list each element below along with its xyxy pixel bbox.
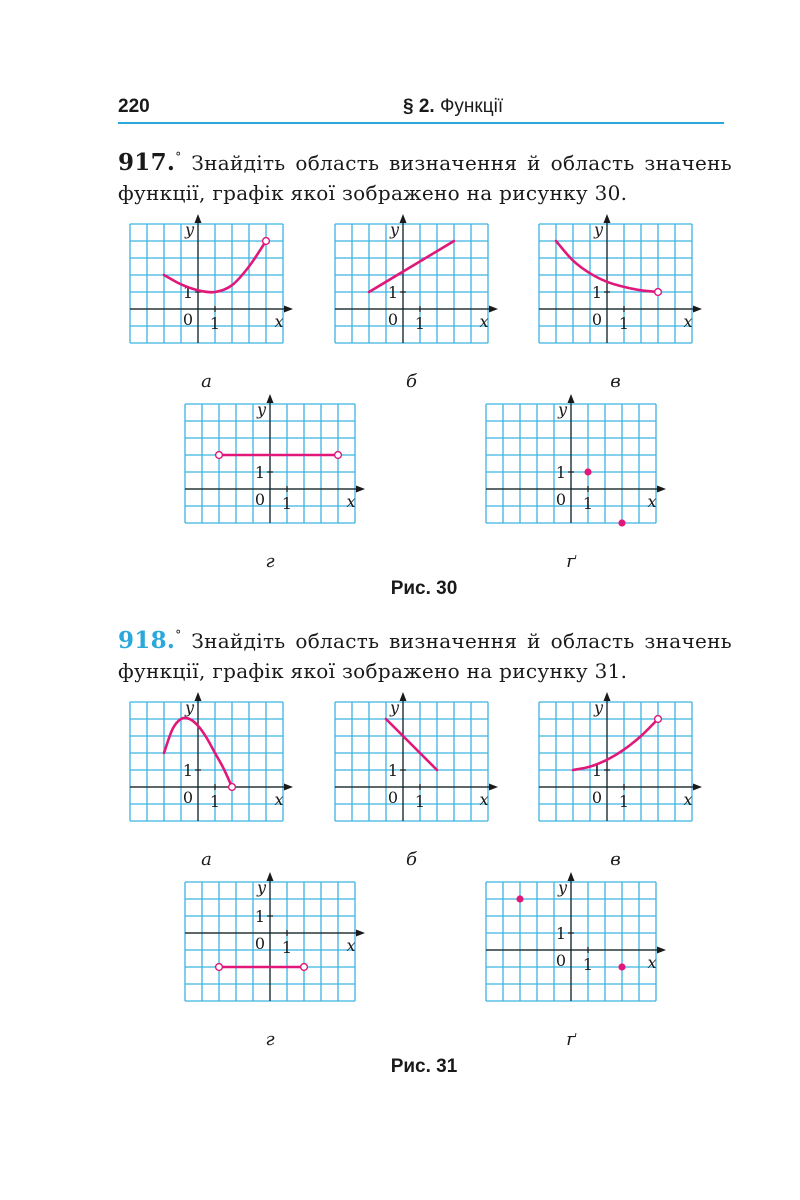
figure-30-caption: Рис. 30 bbox=[390, 578, 458, 599]
x-label: x bbox=[479, 790, 489, 809]
graph-canvas bbox=[486, 400, 657, 523]
x-one-label: 1 bbox=[618, 314, 630, 333]
graph-canvas bbox=[130, 220, 284, 343]
origin-label: 0 bbox=[591, 788, 602, 807]
y-arrow bbox=[604, 214, 611, 223]
grid bbox=[335, 702, 488, 821]
graph-30b bbox=[335, 220, 489, 392]
y-arrow bbox=[195, 692, 202, 701]
task-number: 917. bbox=[118, 149, 176, 176]
y-arrow bbox=[604, 692, 611, 701]
open-point bbox=[229, 784, 236, 791]
y-label: y bbox=[256, 400, 266, 419]
open-point bbox=[655, 289, 662, 296]
x-one-label: 1 bbox=[209, 792, 221, 811]
x-one-label: 1 bbox=[414, 314, 426, 333]
origin-label: 0 bbox=[591, 310, 602, 329]
degree-mark: ° bbox=[175, 628, 182, 642]
graph-31v bbox=[539, 698, 693, 870]
degree-mark: ° bbox=[175, 150, 182, 164]
origin-label: 0 bbox=[387, 310, 398, 329]
origin-label: 0 bbox=[387, 788, 398, 807]
grid bbox=[130, 224, 283, 343]
y-label: y bbox=[593, 698, 603, 717]
graph-canvas bbox=[185, 878, 356, 1001]
x-label: x bbox=[346, 492, 356, 511]
task-text: Знайдіть область визначення й область значень bbox=[191, 151, 732, 175]
open-point bbox=[655, 716, 662, 723]
y-label: y bbox=[184, 698, 194, 717]
data-point bbox=[618, 519, 625, 526]
y-label: y bbox=[184, 220, 194, 239]
y-one-label: 1 bbox=[254, 907, 265, 926]
task-text: Знайдіть область визначення й область значень bbox=[191, 629, 732, 653]
x-one-label: 1 bbox=[209, 314, 221, 333]
task-918 bbox=[118, 620, 732, 686]
x-arrow bbox=[657, 486, 666, 493]
figure-31-caption: Рис. 31 bbox=[390, 1056, 458, 1077]
y-arrow bbox=[195, 214, 202, 223]
origin-label: 0 bbox=[182, 310, 193, 329]
graph-canvas bbox=[130, 698, 284, 821]
x-one-label: 1 bbox=[618, 792, 630, 811]
y-label: y bbox=[593, 220, 603, 239]
y-one-label: 1 bbox=[387, 761, 398, 780]
x-one-label: 1 bbox=[281, 494, 293, 513]
y-one-label: 1 bbox=[254, 463, 265, 482]
y-one-label: 1 bbox=[555, 924, 566, 943]
x-label: x bbox=[647, 953, 657, 972]
graph-31a bbox=[130, 698, 284, 870]
y-arrow bbox=[267, 872, 274, 881]
y-label: y bbox=[389, 698, 399, 717]
section-mark: § 2. bbox=[403, 96, 435, 117]
graph-canvas bbox=[539, 698, 693, 821]
x-label: x bbox=[683, 312, 693, 331]
task-number: 918. bbox=[118, 627, 176, 654]
x-label: x bbox=[346, 936, 356, 955]
graph-30a bbox=[130, 220, 284, 392]
y-label: y bbox=[256, 878, 266, 897]
data-point bbox=[516, 895, 523, 902]
x-arrow bbox=[489, 306, 498, 313]
graph-canvas bbox=[185, 400, 356, 523]
function-curve bbox=[573, 719, 658, 770]
x-one-label: 1 bbox=[281, 938, 293, 957]
page-number: 220 bbox=[118, 96, 150, 117]
graph-label: в bbox=[610, 371, 621, 392]
origin-label: 0 bbox=[555, 490, 566, 509]
y-one-label: 1 bbox=[387, 283, 398, 302]
page-header bbox=[118, 96, 724, 122]
graph-31b bbox=[335, 698, 489, 870]
task-918-line-1 bbox=[118, 620, 732, 656]
data-point bbox=[584, 468, 591, 475]
x-label: x bbox=[683, 790, 693, 809]
header-divider bbox=[118, 122, 724, 124]
x-arrow bbox=[693, 306, 702, 313]
open-point bbox=[263, 238, 270, 245]
graph-label: г bbox=[265, 551, 275, 572]
graph-label: ґ bbox=[566, 1029, 576, 1050]
function-curve bbox=[369, 241, 454, 292]
x-arrow bbox=[657, 947, 666, 954]
y-arrow bbox=[400, 692, 407, 701]
y-one-label: 1 bbox=[182, 283, 193, 302]
graph-31gg bbox=[486, 878, 657, 1050]
section-name: Функції bbox=[439, 96, 504, 117]
data-point bbox=[618, 963, 625, 970]
y-one-label: 1 bbox=[591, 283, 602, 302]
y-arrow bbox=[267, 394, 274, 403]
graph-canvas bbox=[539, 220, 693, 343]
x-label: x bbox=[647, 492, 657, 511]
y-one-label: 1 bbox=[555, 463, 566, 482]
x-label: x bbox=[274, 790, 284, 809]
grid bbox=[335, 224, 488, 343]
graph-label: а bbox=[201, 849, 212, 870]
y-one-label: 1 bbox=[182, 761, 193, 780]
graph-label: г bbox=[265, 1029, 275, 1050]
graph-canvas bbox=[335, 698, 489, 821]
y-arrow bbox=[400, 214, 407, 223]
x-label: x bbox=[274, 312, 284, 331]
y-label: y bbox=[557, 400, 567, 419]
x-arrow bbox=[489, 784, 498, 791]
section-title bbox=[403, 96, 503, 118]
grid bbox=[539, 702, 692, 821]
y-label: y bbox=[389, 220, 399, 239]
graph-label: а bbox=[201, 371, 212, 392]
y-arrow bbox=[568, 872, 575, 881]
task-918-line-2: функції, графік якої зображено на рисунку 31. bbox=[118, 659, 628, 683]
x-arrow bbox=[356, 930, 365, 937]
graph-30gg bbox=[486, 400, 657, 572]
open-point bbox=[301, 964, 308, 971]
graph-label: б bbox=[406, 371, 417, 392]
origin-label: 0 bbox=[254, 490, 265, 509]
graph-canvas bbox=[486, 878, 657, 1001]
x-one-label: 1 bbox=[414, 792, 426, 811]
origin-label: 0 bbox=[555, 951, 566, 970]
task-917-line-1 bbox=[118, 142, 732, 178]
open-point bbox=[216, 452, 223, 459]
graph-label: ґ bbox=[566, 551, 576, 572]
task-917-line-2: функції, графік якої зображено на рисунку 30. bbox=[118, 181, 628, 205]
graph-30v bbox=[539, 220, 693, 392]
task-917 bbox=[118, 142, 732, 208]
y-one-label: 1 bbox=[591, 761, 602, 780]
origin-label: 0 bbox=[254, 934, 265, 953]
grid bbox=[130, 702, 283, 821]
graph-31g bbox=[185, 878, 356, 1050]
x-one-label: 1 bbox=[582, 494, 594, 513]
graph-canvas bbox=[335, 220, 489, 343]
graph-label: б bbox=[406, 849, 417, 870]
x-label: x bbox=[479, 312, 489, 331]
y-arrow bbox=[568, 394, 575, 403]
open-point bbox=[216, 964, 223, 971]
x-arrow bbox=[693, 784, 702, 791]
y-label: y bbox=[557, 878, 567, 897]
x-arrow bbox=[284, 306, 293, 313]
graph-30g bbox=[185, 400, 356, 572]
x-one-label: 1 bbox=[582, 955, 594, 974]
graph-label: в bbox=[610, 849, 621, 870]
x-arrow bbox=[356, 486, 365, 493]
open-point bbox=[335, 452, 342, 459]
origin-label: 0 bbox=[182, 788, 193, 807]
x-arrow bbox=[284, 784, 293, 791]
